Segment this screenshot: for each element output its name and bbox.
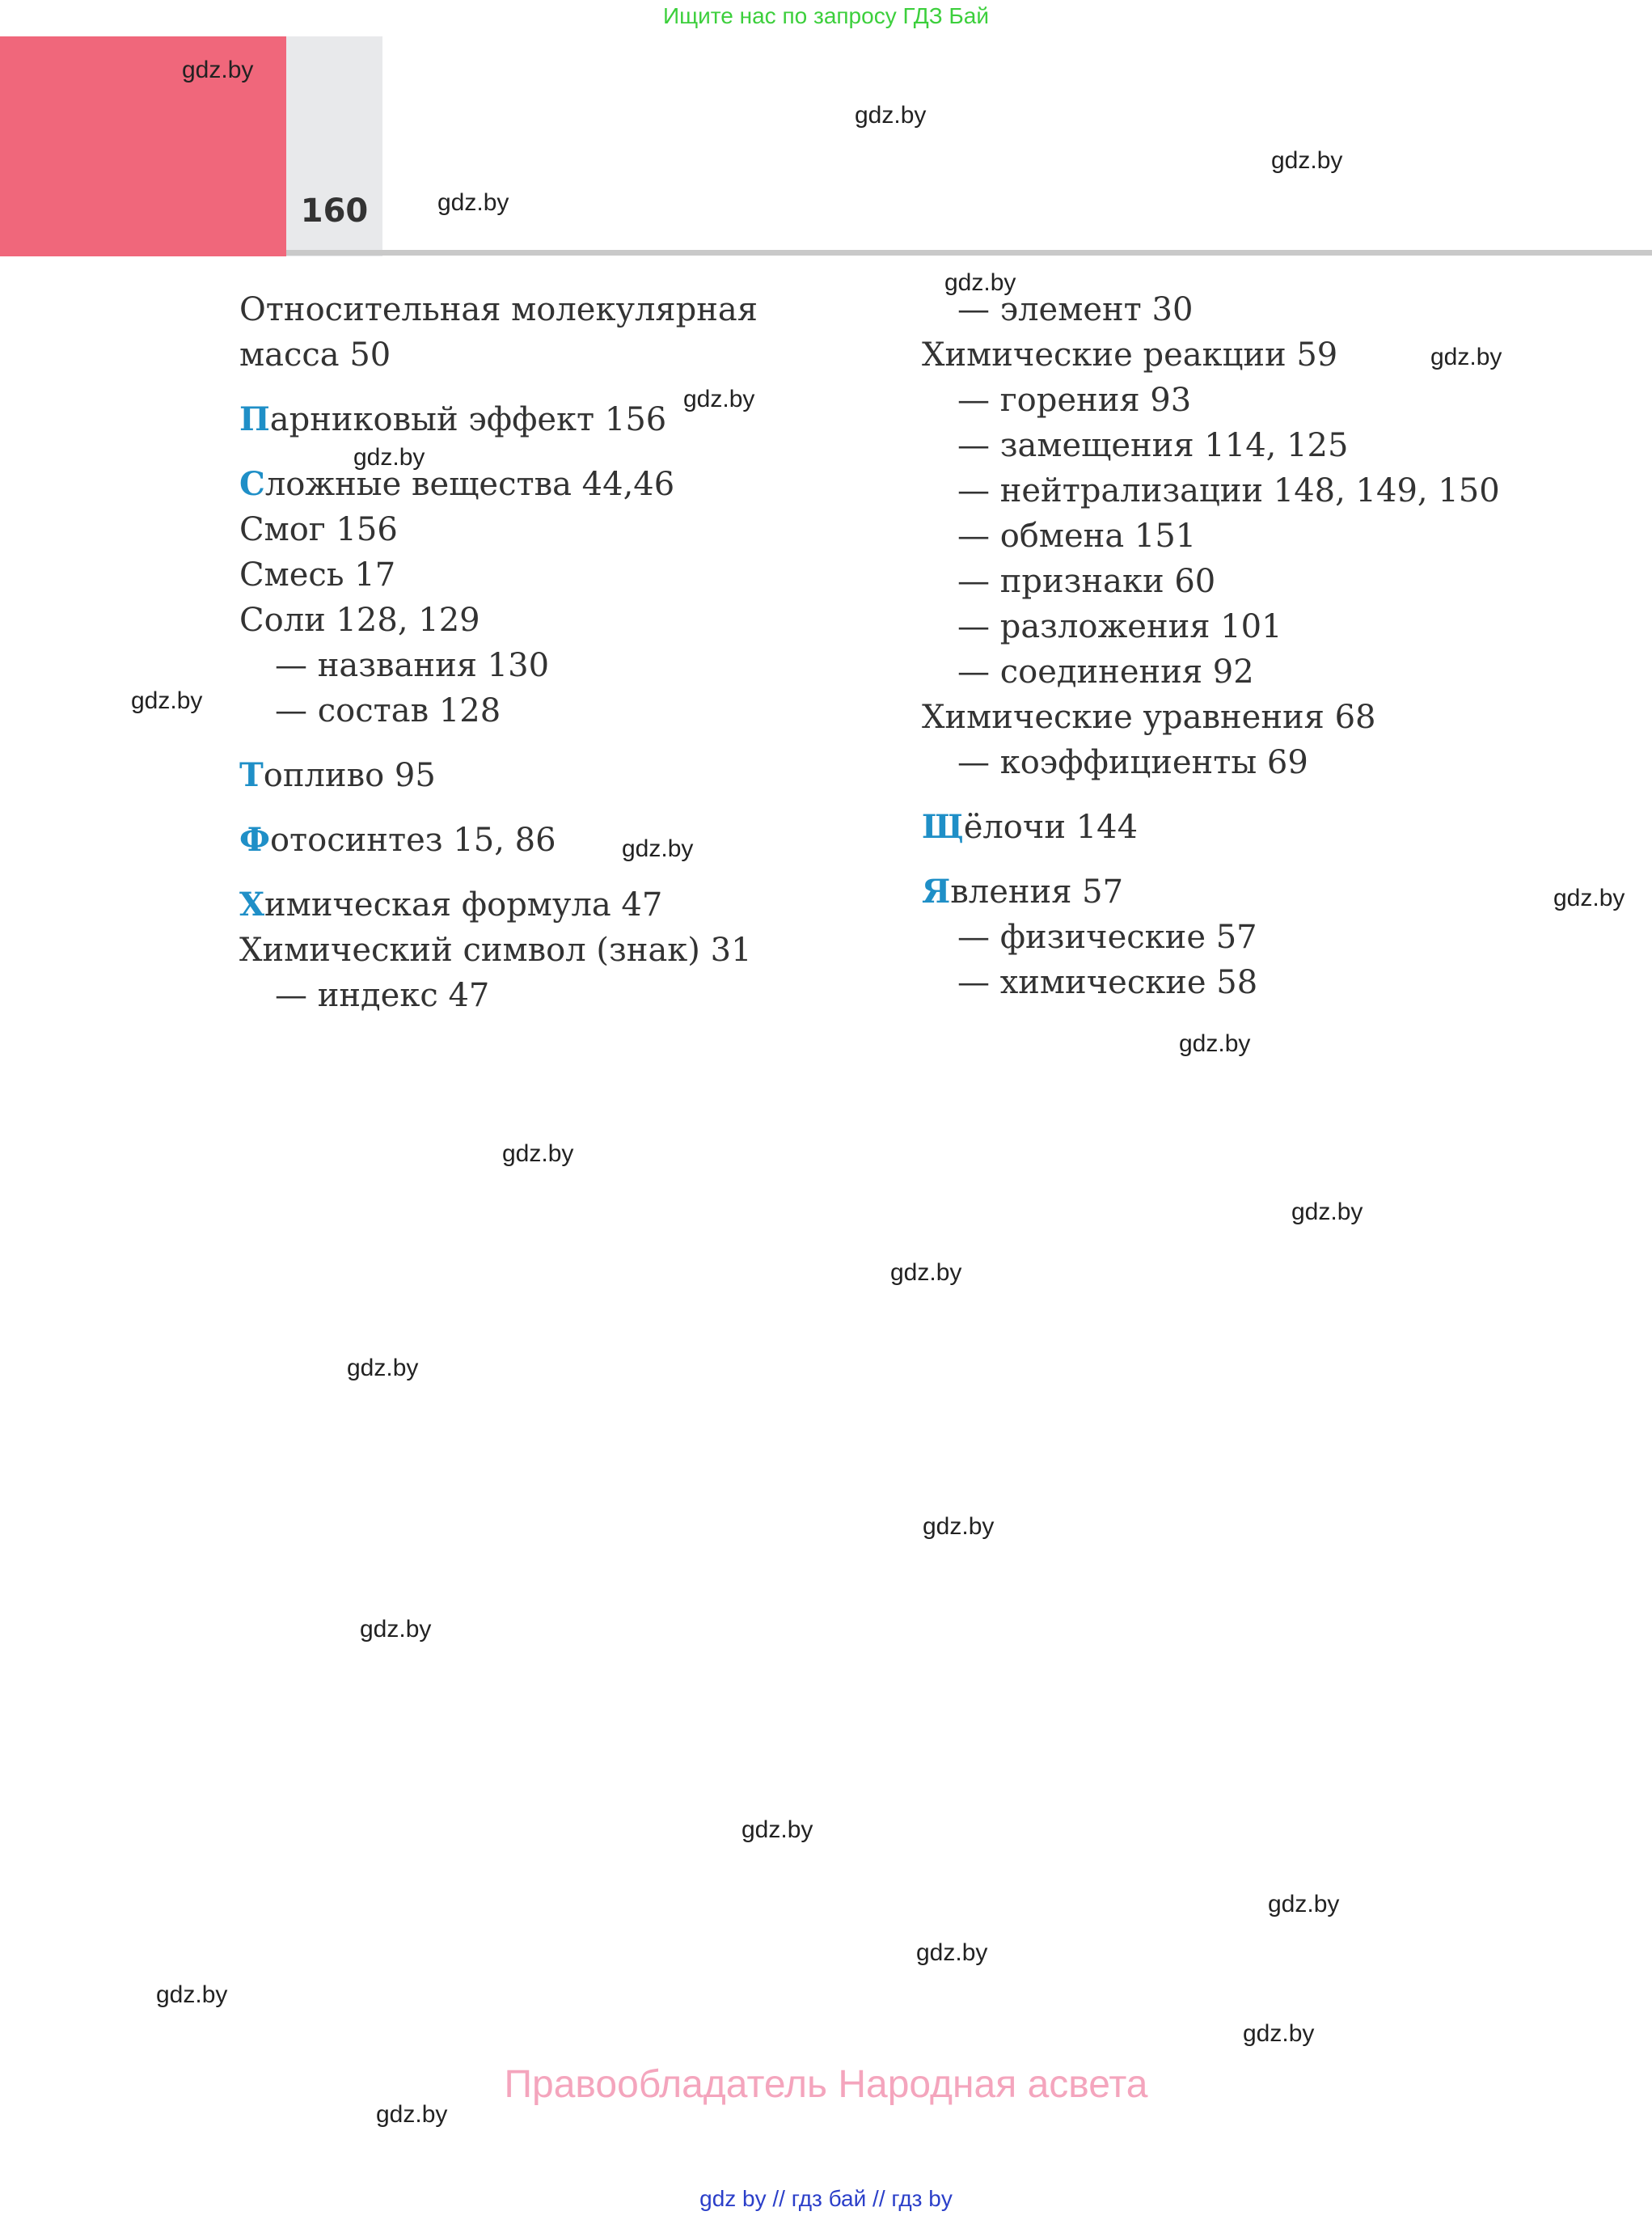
index-entry: масса 50 <box>239 336 391 374</box>
index-subentry: — соединения 92 <box>957 653 1254 691</box>
index-entry <box>922 869 1650 915</box>
index-subentry: — замещения 114, 125 <box>957 427 1349 464</box>
index-subentry: — состав 128 <box>275 692 501 729</box>
letter-heading: П <box>239 400 270 438</box>
watermark: gdz.by <box>376 2101 448 2128</box>
index-entry: Соли 128, 129 <box>239 602 480 639</box>
letter-heading: Ф <box>239 821 270 859</box>
index-entry: Химические реакции 59 <box>922 336 1338 374</box>
index-subentry: — индекс 47 <box>275 977 490 1014</box>
watermark: gdz.by <box>1271 147 1343 174</box>
watermark: gdz.by <box>1430 344 1502 370</box>
index-subentry: — разложения 101 <box>957 608 1282 645</box>
watermark: gdz.by <box>1179 1030 1251 1057</box>
index-subentry: — элемент 30 <box>957 291 1194 328</box>
index-entry-text: вления 57 <box>950 873 1124 911</box>
watermark: gdz.by <box>622 835 694 862</box>
index-entry: Относительная молекулярная <box>239 291 758 328</box>
watermark: gdz.by <box>1553 885 1625 911</box>
letter-heading: Щ <box>922 808 964 846</box>
watermark: gdz.by <box>347 1355 419 1381</box>
index-subentry: — горения 93 <box>957 382 1192 419</box>
watermark: gdz.by <box>437 189 509 216</box>
index-entry <box>239 882 902 928</box>
letter-heading: С <box>239 465 265 503</box>
index-subentry: — признаки 60 <box>957 563 1216 600</box>
index-entry-text: ложные вещества 44,46 <box>264 466 675 503</box>
index-entry: Химические уравнения 68 <box>922 699 1376 736</box>
watermark: gdz.by <box>502 1140 574 1167</box>
letter-heading: Х <box>239 886 265 924</box>
index-column-right <box>922 287 1650 1005</box>
index-entry <box>239 397 902 442</box>
index-entry-text: опливо 95 <box>263 757 436 794</box>
index-subentry: — нейтрализации 148, 149, 150 <box>957 472 1500 509</box>
index-column-left <box>239 287 902 1018</box>
index-subentry: — обмена 151 <box>957 518 1197 555</box>
index-entry-text: ёлочи 144 <box>963 809 1139 846</box>
index-entry <box>239 462 902 507</box>
watermark: gdz.by <box>923 1513 995 1540</box>
watermark: gdz.by <box>1291 1199 1363 1225</box>
index-entry <box>239 818 902 863</box>
copyright-notice: Правообладатель Народная асвета <box>504 2063 1148 2106</box>
watermark: gdz.by <box>156 1981 228 2008</box>
page-number: 160 <box>300 192 369 230</box>
letter-heading: Я <box>922 873 951 911</box>
index-entry <box>239 753 902 798</box>
index-entry: Смесь 17 <box>239 556 396 594</box>
footer-links[interactable]: gdz by // гдз бай // гдз by <box>699 2186 953 2211</box>
watermark: gdz.by <box>131 687 203 714</box>
letter-heading: Т <box>239 756 264 794</box>
index-subentry: — химические 58 <box>957 964 1258 1001</box>
index-entry: Смог 156 <box>239 511 398 548</box>
watermark: gdz.by <box>353 444 425 471</box>
index-entry-text: отосинтез 15, 86 <box>269 822 556 859</box>
watermark: gdz.by <box>741 1816 813 1843</box>
watermark: gdz.by <box>916 1939 988 1966</box>
top-banner: Ищите нас по запросу ГДЗ Бай <box>662 3 990 28</box>
watermark: gdz.by <box>890 1259 962 1286</box>
watermark: gdz.by <box>855 102 927 129</box>
index-entry-text: арниковый эффект 156 <box>269 401 667 438</box>
index-entry <box>922 805 1650 850</box>
index-subentry: — названия 130 <box>275 647 550 684</box>
watermark: gdz.by <box>360 1616 432 1643</box>
watermark: gdz.by <box>1243 2020 1315 2047</box>
watermark: gdz.by <box>1268 1891 1340 1917</box>
index-entry-text: имическая формула 47 <box>264 886 663 924</box>
index-entry: Химический символ (знак) 31 <box>239 932 752 969</box>
index-subentry: — коэффициенты 69 <box>957 744 1308 781</box>
header-rule <box>286 250 1652 256</box>
watermark: gdz.by <box>944 269 1016 296</box>
watermark: gdz.by <box>683 386 755 412</box>
index-subentry: — физические 57 <box>957 919 1257 956</box>
watermark: gdz.by <box>182 57 254 83</box>
